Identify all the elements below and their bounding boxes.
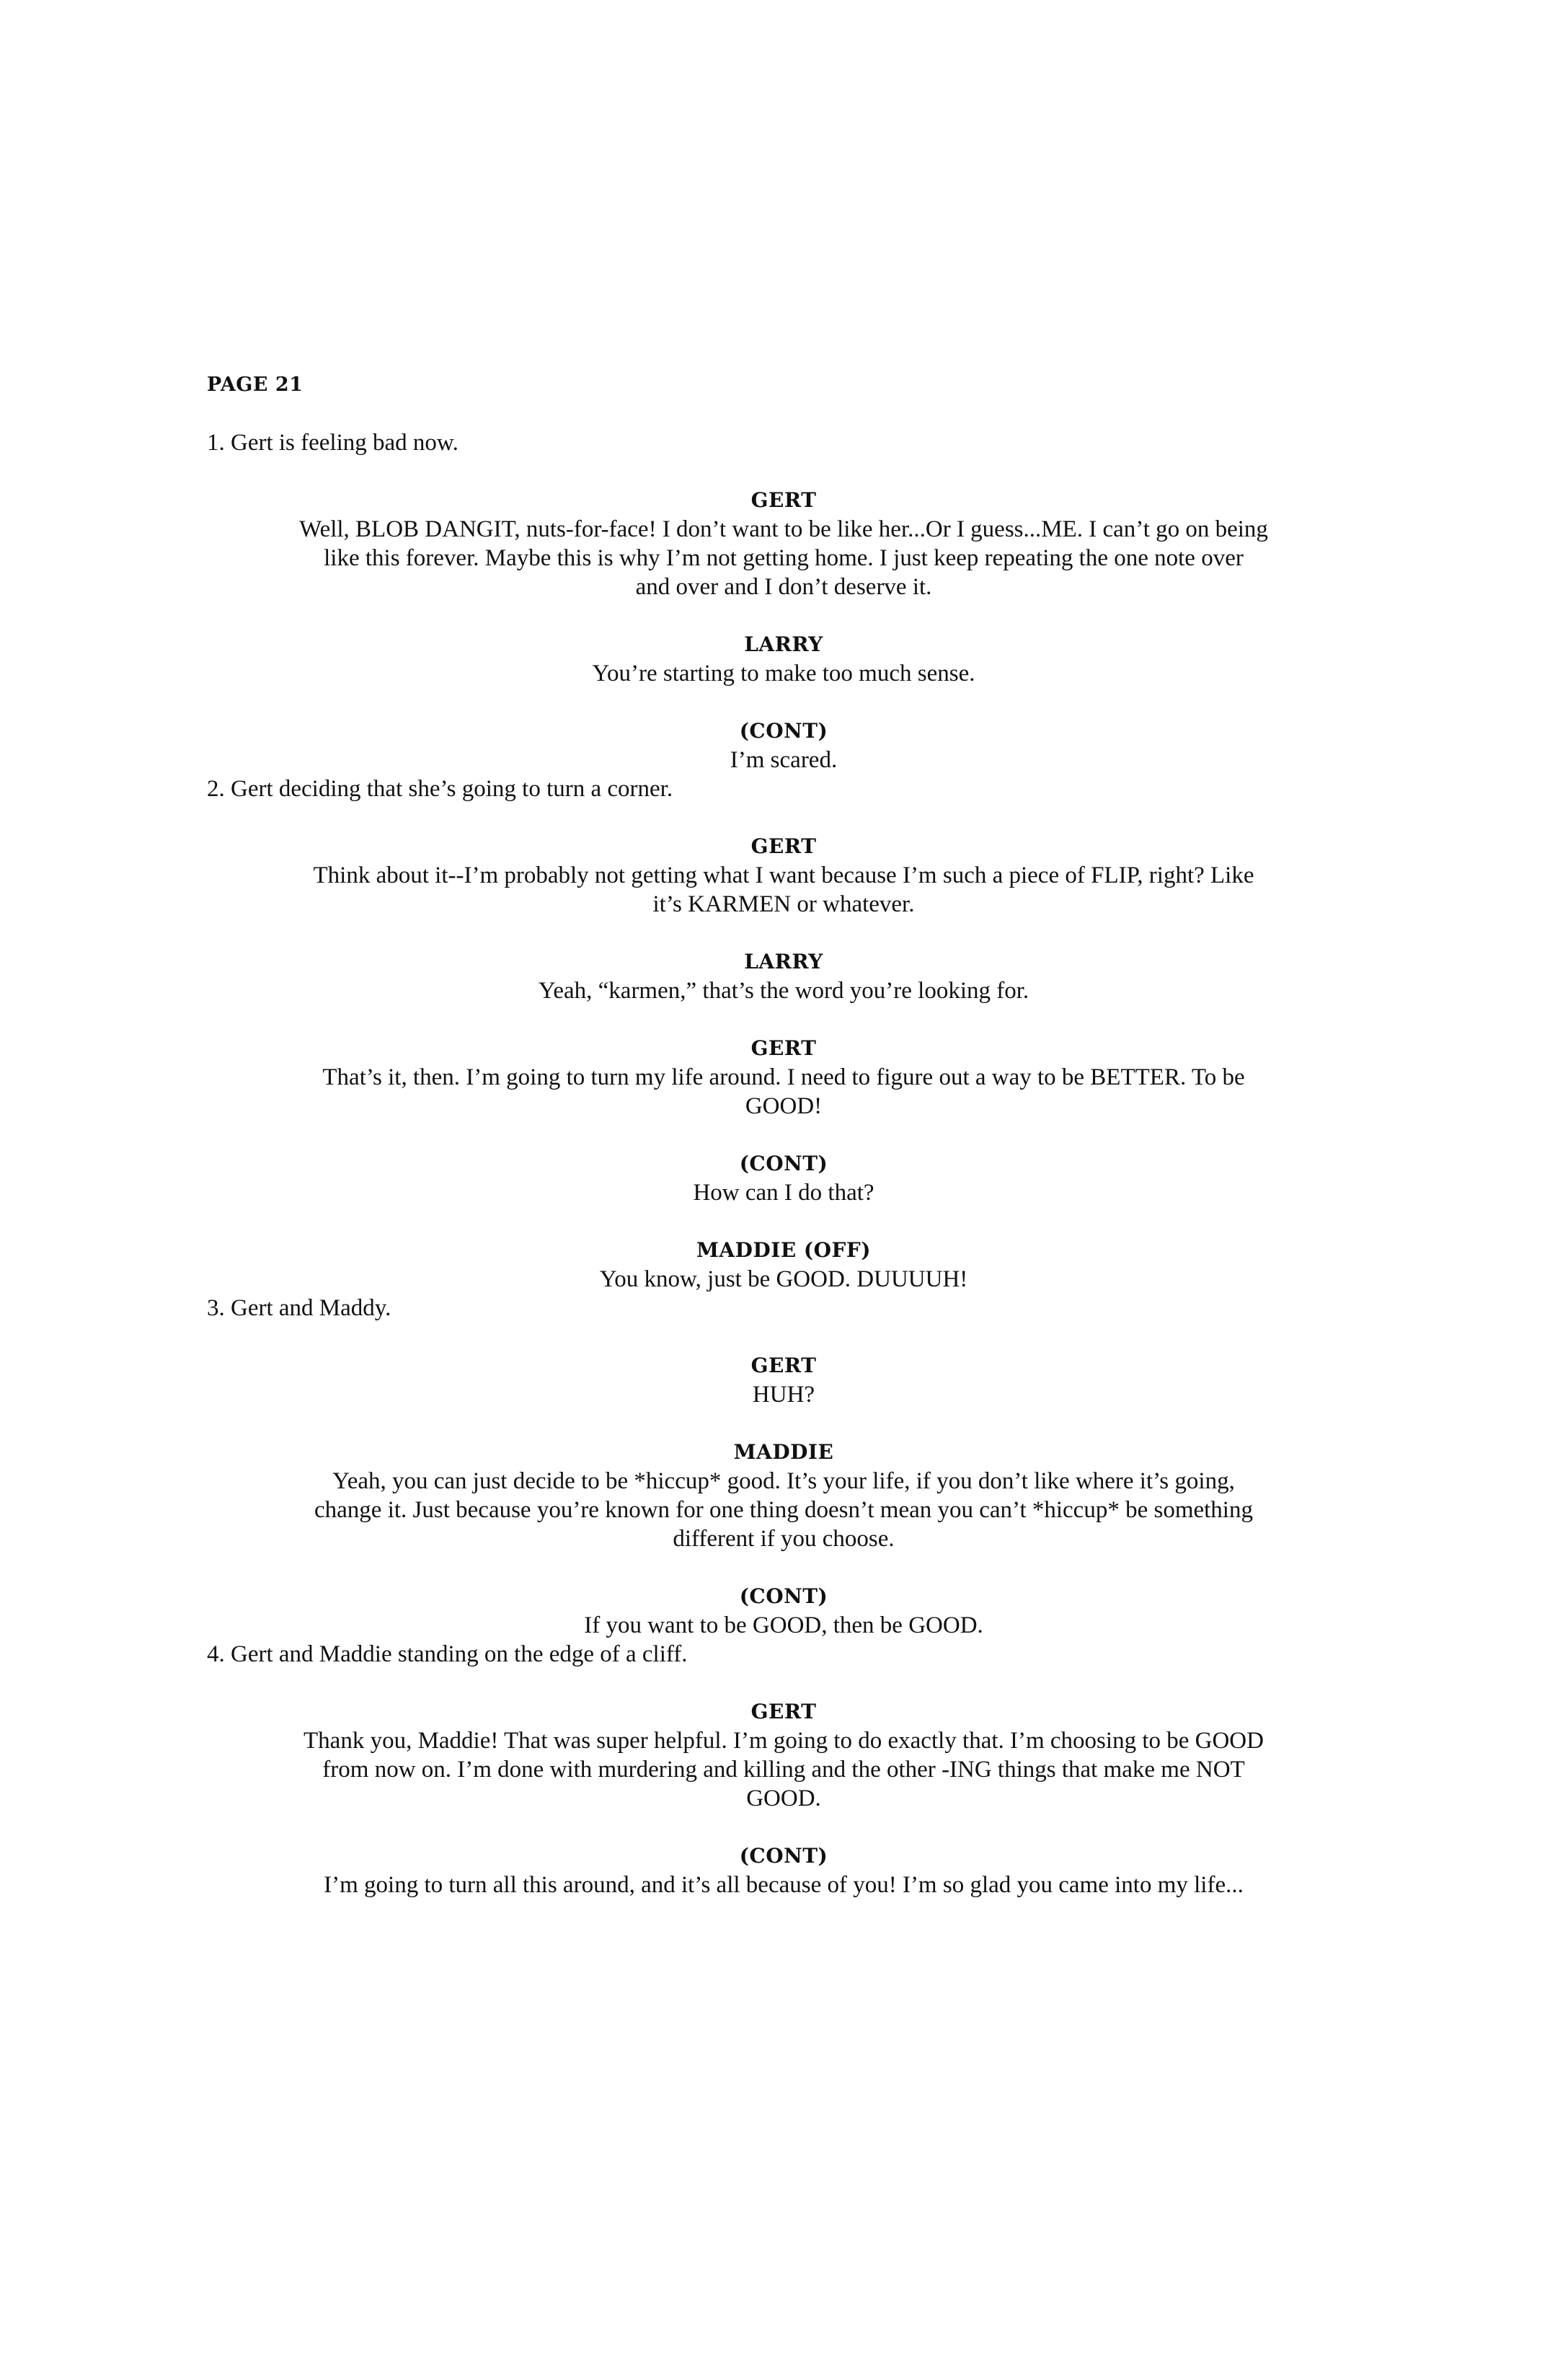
- dialogue-line: If you want to be GOOD, then be GOOD.: [584, 1612, 983, 1638]
- dialogue-block: [207, 832, 1360, 919]
- dialogue-line: Yeah, you can just decide to be *hiccup* good. It’s your life, if you don’t like where it’s going,: [332, 1468, 1235, 1494]
- speaker-name: GERT: [750, 834, 817, 858]
- speaker-name: LARRY: [744, 632, 823, 656]
- dialogue-line: You know, just be GOOD. DUUUUH!: [599, 1266, 968, 1292]
- speaker-name: MADDIE: [733, 1440, 834, 1464]
- dialogue-line: like this forever. Maybe this is why I’m not getting home. I just keep repeating the one note over: [324, 545, 1244, 571]
- dialogue-block: [207, 717, 1360, 774]
- dialogue-line: I’m scared.: [730, 747, 838, 773]
- dialogue-line: How can I do that?: [693, 1180, 874, 1206]
- dialogue-block: [207, 1236, 1360, 1294]
- dialogue-block: [207, 1582, 1360, 1640]
- dialogue-block: [207, 630, 1360, 688]
- dialogue-line: it’s KARMEN or whatever.: [652, 891, 915, 917]
- speaker-name: (CONT): [739, 1152, 828, 1175]
- dialogue-line: Well, BLOB DANGIT, nuts-for-face! I don’t want to be like her...Or I guess...ME. I can’t go on being: [299, 516, 1268, 542]
- speaker-name: MADDIE (OFF): [696, 1238, 872, 1262]
- speaker-name: LARRY: [744, 950, 823, 974]
- script-page: [207, 371, 1360, 1899]
- dialogue-line: Think about it--I’m probably not getting what I want because I’m such a piece of FLIP, right? Like: [313, 862, 1254, 888]
- speaker-name: (CONT): [739, 719, 828, 743]
- speaker-name: GERT: [750, 488, 817, 512]
- speaker-name: GERT: [750, 1700, 817, 1723]
- dialogue-line: That’s it, then. I’m going to turn my life around. I need to figure out a way to be BETTER. To be: [322, 1064, 1245, 1090]
- dialogue-block: [207, 486, 1360, 601]
- dialogue-line: GOOD.: [746, 1785, 821, 1811]
- dialogue-block: [207, 1351, 1360, 1409]
- dialogue-block: [207, 1149, 1360, 1207]
- page-heading: PAGE 21: [207, 374, 304, 396]
- dialogue-line: from now on. I’m done with murdering and killing and the other -ING things that make me NOT: [322, 1757, 1245, 1783]
- dialogue-block: [207, 948, 1360, 1005]
- speaker-name: GERT: [750, 1036, 817, 1060]
- dialogue-line: Yeah, “karmen,” that’s the word you’re looking for.: [538, 978, 1029, 1004]
- scene-4: [207, 1640, 1360, 1899]
- dialogue-line: change it. Just because you’re known for one thing doesn’t mean you can’t *hiccup* be something: [314, 1497, 1253, 1523]
- scene-1: [207, 428, 1360, 774]
- scene-description: 4. Gert and Maddie standing on the edge of a cliff.: [207, 1641, 688, 1667]
- scene-description: 2. Gert deciding that she’s going to turn a corner.: [207, 776, 673, 802]
- dialogue-line: different if you choose.: [673, 1526, 895, 1552]
- scene-description: 3. Gert and Maddy.: [207, 1295, 391, 1321]
- scene-3: [207, 1294, 1360, 1640]
- speaker-name: (CONT): [739, 1844, 828, 1868]
- speaker-name: GERT: [750, 1354, 817, 1377]
- dialogue-line: HUH?: [752, 1382, 815, 1408]
- dialogue-block: [207, 1438, 1360, 1553]
- dialogue-line: Thank you, Maddie! That was super helpful. I’m going to do exactly that. I’m choosing to be GOOD: [304, 1728, 1264, 1754]
- speaker-name: (CONT): [739, 1584, 828, 1608]
- dialogue-line: and over and I don’t deserve it.: [635, 574, 932, 600]
- dialogue-line: You’re starting to make too much sense.: [592, 661, 975, 687]
- scene-description: 1. Gert is feeling bad now.: [207, 430, 459, 456]
- dialogue-line: I’m going to turn all this around, and it’s all because of you! I’m so glad you came into my life...: [324, 1872, 1244, 1898]
- dialogue-line: GOOD!: [745, 1093, 823, 1119]
- dialogue-block: [207, 1698, 1360, 1813]
- dialogue-block: [207, 1842, 1360, 1899]
- dialogue-block: [207, 1034, 1360, 1121]
- scene-2: [207, 774, 1360, 1294]
